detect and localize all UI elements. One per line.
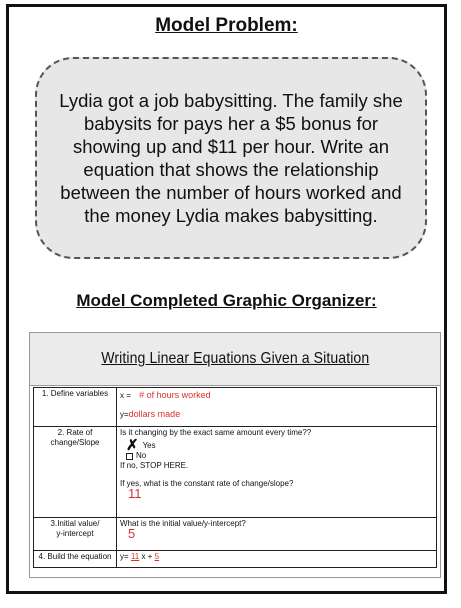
x-definition: # of hours worked: [139, 390, 211, 400]
stop-text: If no, STOP HERE.: [120, 461, 189, 471]
checked-x-mark: ✗: [126, 437, 139, 454]
initial-question: What is the initial value/y-intercept?: [120, 519, 246, 528]
y-definition: dollars made: [128, 409, 181, 419]
problem-bubble: [35, 57, 427, 259]
row-build-equation: [34, 551, 437, 568]
checkbox-icon: [126, 453, 133, 460]
slope-question: If yes, what is the constant rate of change/slope?: [120, 479, 294, 489]
initial-answer: 5: [128, 526, 136, 541]
slope-answer: 11: [128, 486, 142, 502]
equation-intercept: 5: [154, 552, 160, 561]
label-initial-value: 3.Initial value/ y-intercept: [34, 518, 117, 551]
row-initial-value: [34, 518, 437, 551]
graphic-organizer: [29, 332, 441, 578]
label-rate-of-change: 2. Rate of change/Slope: [34, 427, 117, 518]
organizer-heading: Model Completed Graphic Organizer:: [76, 291, 377, 310]
organizer-table: [33, 387, 437, 568]
y-prefix: y=: [120, 410, 129, 419]
yes-option: ✗ Yes: [126, 437, 156, 454]
row-rate-of-change: [34, 427, 437, 518]
row-define-variables: [34, 388, 437, 427]
no-option: No: [126, 451, 433, 461]
equation-slope: 11: [130, 552, 140, 561]
cell-build-equation: y= 11 x + 5: [117, 551, 437, 568]
model-problem-heading: Model Problem:: [155, 15, 298, 36]
rate-question: Is it changing by the exact same amount every time??: [120, 428, 312, 437]
organizer-title: Writing Linear Equations Given a Situation: [101, 350, 369, 367]
cell-define-variables: [117, 388, 437, 427]
cell-initial-value: [117, 518, 437, 551]
organizer-title-bar: [30, 333, 440, 386]
problem-text: Lydia got a job babysitting. The family she babysits for pays her a $5 bonus for showing up and $11 per hour. Write an equation that shows the relationship between the number of hours worked and the money Lydia makes babysitting.: [59, 90, 403, 226]
page-frame: [6, 4, 447, 594]
cell-rate-of-change: [117, 427, 437, 518]
x-prefix: x =: [120, 391, 131, 400]
label-build-equation: 4. Build the equation: [34, 551, 117, 568]
label-define-variables: 1. Define variables: [34, 388, 117, 427]
